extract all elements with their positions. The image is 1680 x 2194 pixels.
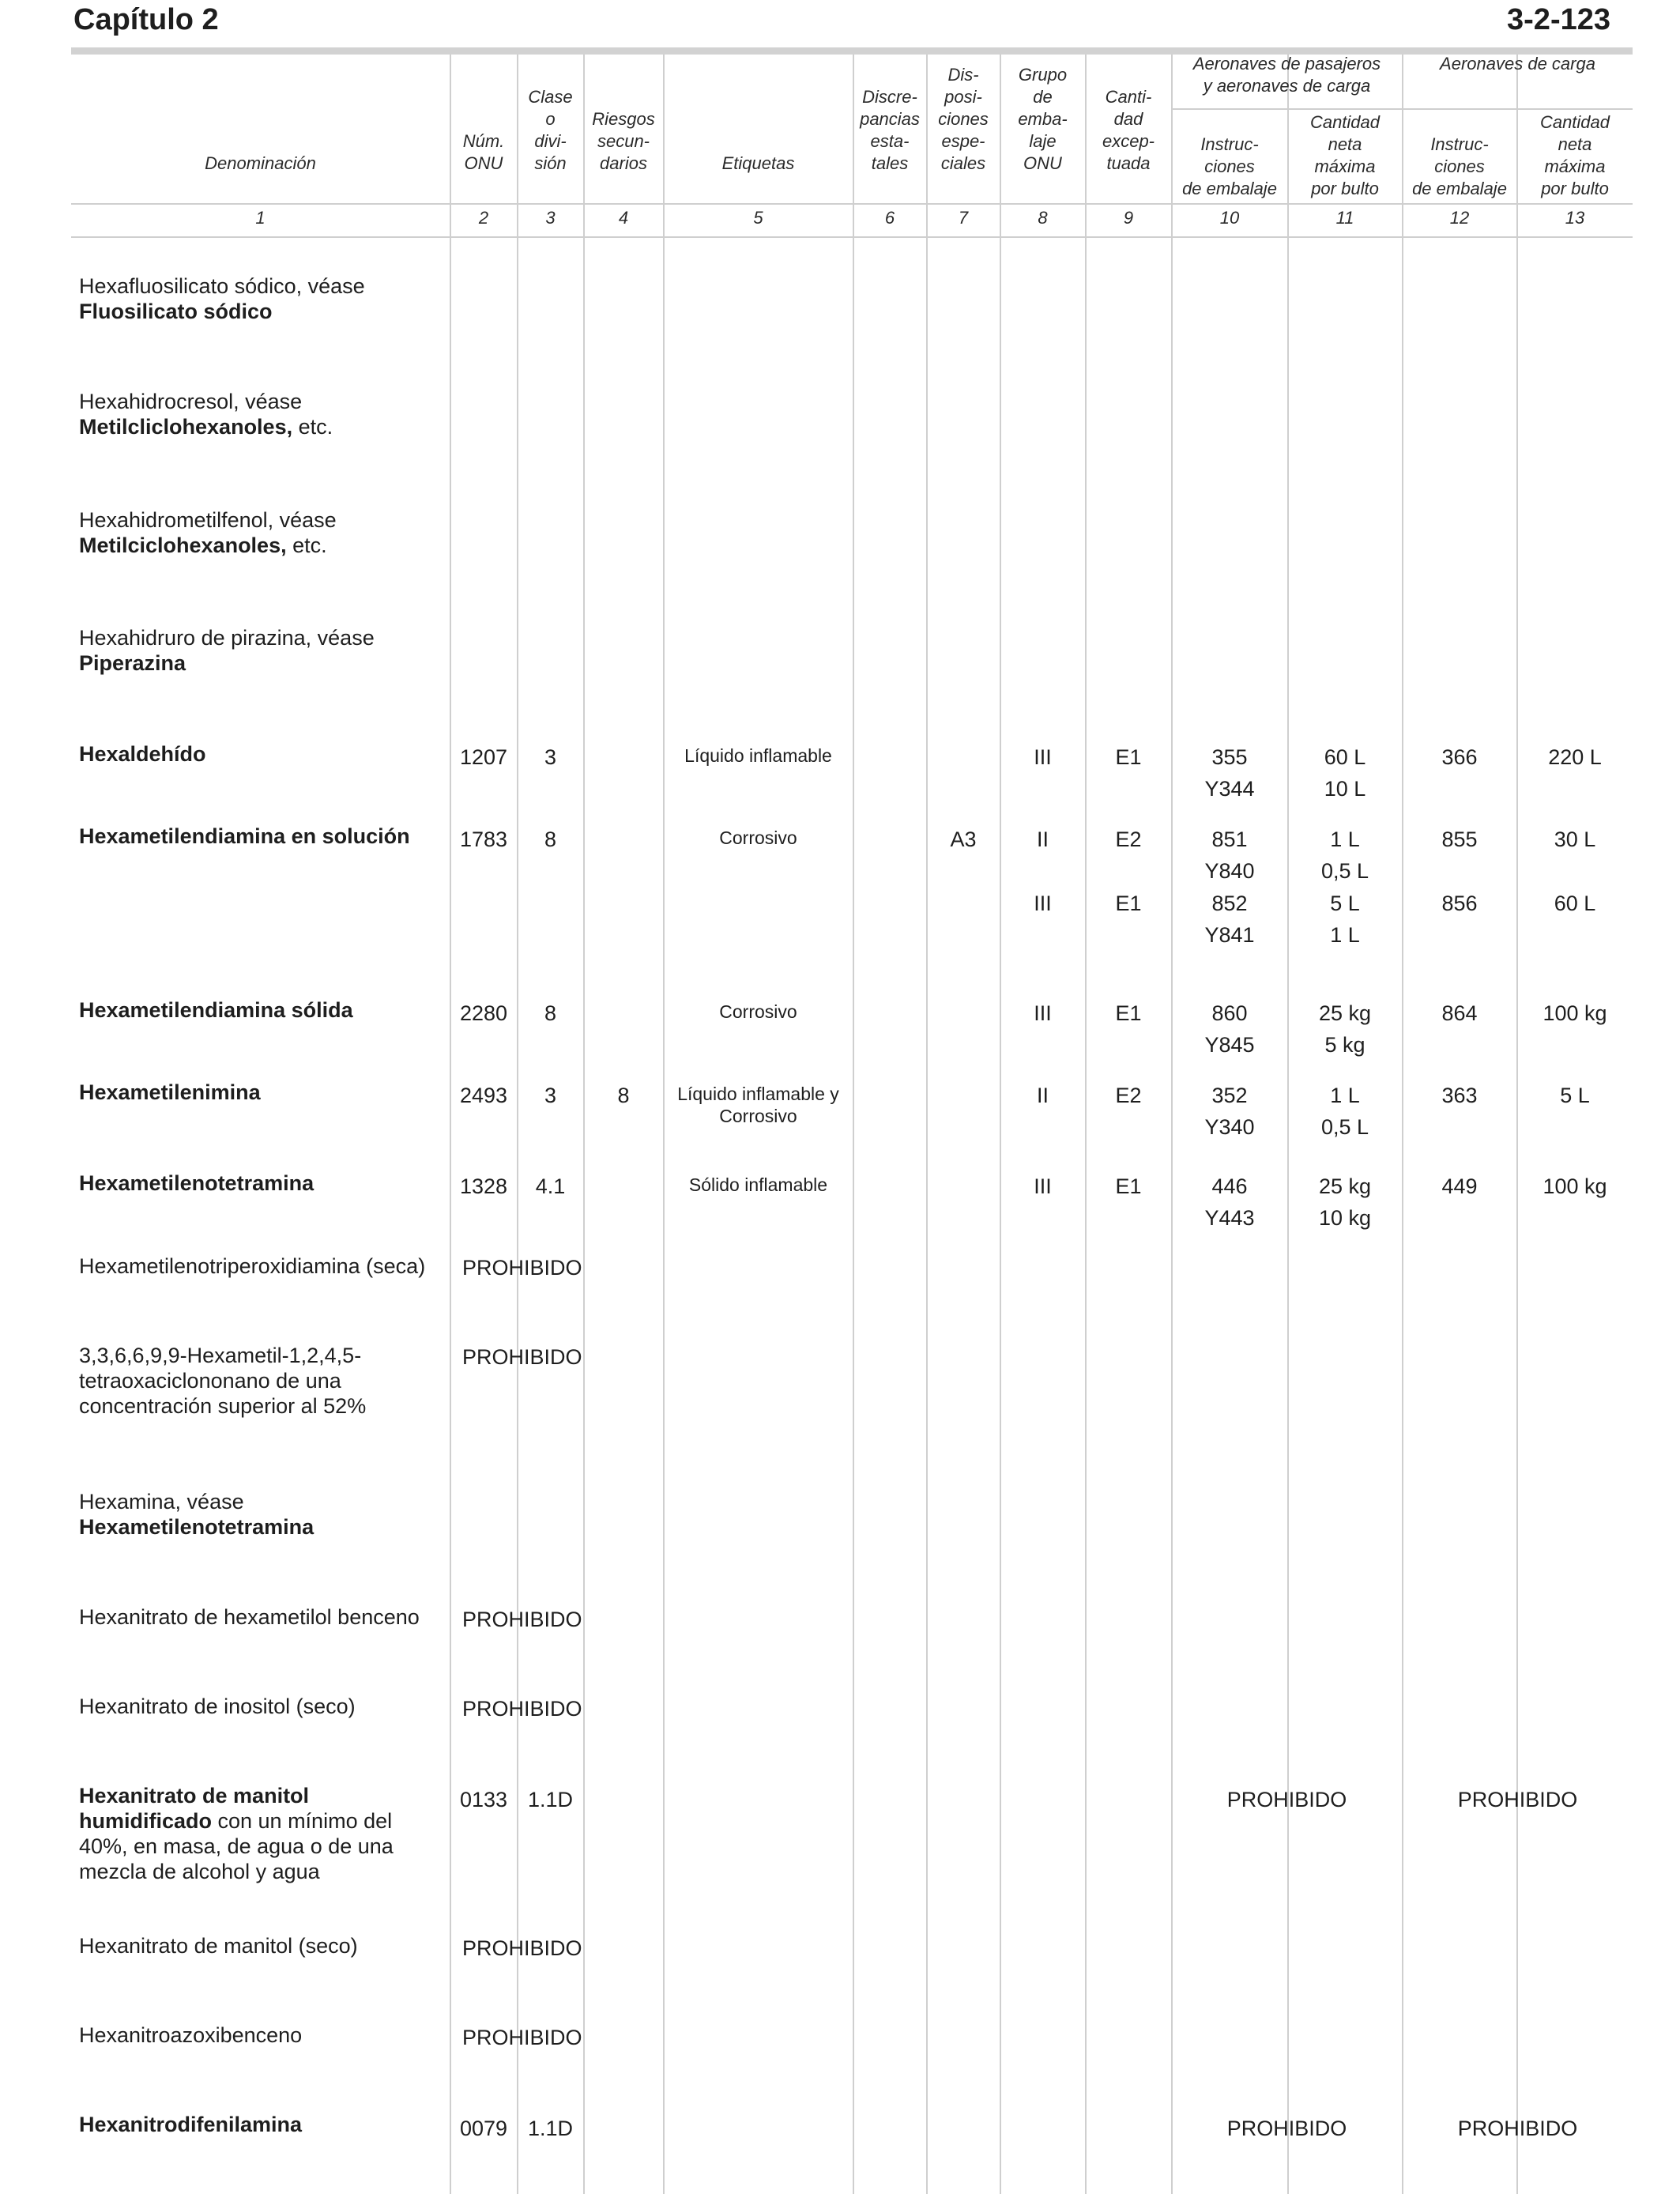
col-header-instrucciones-pax: Instruc- ciones de embalaje [1182,134,1277,198]
header-bottom-rule [71,203,1633,205]
label-text: Líquido inflamable [684,745,832,766]
pax-max-quantity: 60 L 10 L [1324,745,1366,801]
name-text: Hexahidrometilfenol, véase [79,508,337,532]
col-number: 13 [1565,208,1585,228]
un-number: 0079 [459,2117,508,2140]
name-text: Hexahidruro de pirazina, véase [79,626,375,650]
class-division: 3 [544,745,557,769]
label-text: Corrosivo [719,1001,797,1022]
packing-group: II [1036,827,1049,851]
column-divider [517,55,518,2194]
col-header-discrepancias: Discre- pancias esta- tales [860,87,920,173]
un-number: 2493 [459,1084,508,1107]
table-row-name: 3,3,6,6,9,9-Hexametil-1,2,4,5- tetraoxaciclononano de una concentración superior al 52% [79,1344,367,1418]
group-header-rule [1172,108,1633,110]
pax-max-quantity: 5 L 1 L [1330,892,1360,947]
forbidden-status: PROHIBIDO [462,1936,582,1960]
name-suffix: etc. [292,415,333,439]
cargo-packing-instruction: 855 [1441,827,1478,851]
table-row-name: Hexanitrato de inositol (seco) [79,1695,356,1718]
forbidden-status: PROHIBIDO [462,1256,582,1280]
class-division: 1.1D [527,1788,574,1811]
cargo-max-quantity: 220 L [1548,745,1602,769]
name-text: Hexamina, véase [79,1490,244,1514]
name-suffix: etc. [286,533,327,557]
excepted-quantity: E2 [1115,1084,1142,1107]
name-text: Hexafluosilicato sódico, véase [79,274,365,298]
packing-group: III [1034,745,1052,769]
table-row-name: Hexametilenimina [79,1080,261,1104]
table-row-name [79,1783,450,1884]
col-header-cantidad-carga: Cantidad neta máxima por bulto [1539,112,1610,198]
cargo-packing-instruction: 363 [1441,1084,1478,1107]
col-header-disposiciones: Dis- posi- ciones espe- ciales [938,65,989,173]
cargo-packing-instruction: 864 [1441,1001,1478,1025]
column-divider [1516,55,1518,2194]
col-group-carga: Aeronaves de carga [1440,54,1595,74]
col-header-denominacion: Denominación [205,153,316,173]
excepted-quantity: E2 [1115,827,1142,851]
cargo-max-quantity: 30 L [1554,827,1596,851]
pax-status: PROHIBIDO [1226,2117,1347,2140]
forbidden-status: PROHIBIDO [462,1345,582,1369]
table-row-name [79,273,450,324]
table-row-name: Hexanitrato de hexametilol benceno [79,1605,420,1629]
pax-packing-instruction: 852 Y841 [1204,892,1255,947]
col-group-pasajeros: Aeronaves de pasajeros y aeronaves de carga [1192,54,1381,96]
column-divider [1402,55,1403,2194]
pax-max-quantity: 25 kg 10 kg [1318,1174,1372,1230]
col-header-cantidad-pax: Cantidad neta máxima por bulto [1309,112,1381,198]
column-divider [1085,55,1087,2194]
pax-packing-instruction: 860 Y845 [1204,1001,1255,1057]
forbidden-status: PROHIBIDO [462,1608,582,1631]
pax-packing-instruction: 352 Y340 [1204,1084,1255,1139]
col-header-num-onu: Núm. ONU [462,131,505,173]
class-division: 8 [544,827,557,851]
col-number: 3 [545,208,556,228]
label-text: Sólido inflamable [688,1174,828,1195]
packing-group: II [1036,1084,1049,1107]
class-division: 1.1D [527,2117,574,2140]
name-reference: Metilcliclohexanoles, [79,415,293,439]
table-row-name [79,625,450,676]
packing-group: III [1034,1001,1052,1025]
cargo-status: PROHIBIDO [1457,1788,1578,1811]
pax-packing-instruction: 446 Y443 [1204,1174,1255,1230]
un-number: 1207 [459,745,508,769]
col-number: 1 [255,208,266,228]
col-number: 5 [753,208,763,228]
packing-group: III [1034,1174,1052,1198]
label-text: Corrosivo [719,827,797,848]
col-number: 6 [884,208,895,228]
table-row-name: Hexanitrato de manitol (seco) [79,1934,358,1958]
cargo-max-quantity: 60 L [1554,892,1596,915]
un-number: 0133 [459,1788,508,1811]
col-number: 10 [1219,208,1240,228]
forbidden-status: PROHIBIDO [462,2026,582,2049]
cargo-max-quantity: 100 kg [1543,1001,1607,1025]
col-header-cantidad-exceptuada: Canti- dad excep- tuada [1102,87,1155,173]
col-header-etiquetas: Etiquetas [721,153,795,173]
name-suffix: con un mínimo del 40%, en masa, de agua o de una mezcla de alcohol y agua [79,1809,394,1883]
subsidiary-risk: 8 [617,1084,630,1107]
cargo-max-quantity: 5 L [1560,1084,1590,1107]
col-number: 4 [618,208,629,228]
excepted-quantity: E1 [1115,1001,1142,1025]
name-reference: Hexametilenotetramina [79,1515,315,1539]
table-row-name: Hexametilendiamina sólida [79,998,353,1022]
pax-max-quantity: 1 L 0,5 L [1320,827,1369,883]
pax-status: PROHIBIDO [1226,1788,1347,1811]
class-division: 3 [544,1084,557,1107]
name-reference: Metilciclohexanoles, [79,533,287,557]
packing-group: III [1034,892,1052,915]
forbidden-status: PROHIBIDO [462,1697,582,1721]
name-text: Hexahidrocresol, véase [79,390,303,413]
chapter-title: Capítulo 2 [73,3,219,36]
name-reference: Fluosilicato sódico [79,300,273,323]
page-number: 3-2-123 [1507,3,1610,36]
name-bold: Hexanitrato de manitol humidificado [79,1784,310,1833]
table-row-name: Hexanitroazoxibenceno [79,2023,303,2047]
table-row-name [79,507,450,558]
table-row-name: Hexanitrodifenilamina [79,2113,303,2136]
col-number: 9 [1123,208,1134,228]
pax-packing-instruction: 355 Y344 [1204,745,1255,801]
name-reference: Piperazina [79,651,186,675]
table-row-name [79,389,450,439]
col-header-grupo-embalaje: Grupo de emba- laje ONU [1018,65,1068,173]
special-provision: A3 [950,827,977,851]
table-row-name: Hexametilenotetramina [79,1171,315,1195]
cargo-packing-instruction: 856 [1441,892,1478,915]
col-number: 12 [1449,208,1470,228]
col-header-clase: Clase o divi- sión [528,87,573,173]
column-divider [583,55,585,2194]
column-number-rule [71,236,1633,238]
col-number: 7 [958,208,969,228]
table-row-name: Hexametilendiamina en solución [79,824,410,848]
col-header-riesgos: Riesgos secun- darios [592,109,655,173]
cargo-packing-instruction: 449 [1441,1174,1478,1198]
table-row-name [79,1489,450,1540]
column-divider [926,55,928,2194]
col-number: 2 [478,208,489,228]
pax-max-quantity: 25 kg 5 kg [1318,1001,1372,1057]
excepted-quantity: E1 [1115,745,1142,769]
excepted-quantity: E1 [1115,1174,1142,1198]
pax-packing-instruction: 851 Y840 [1204,827,1255,883]
cargo-max-quantity: 100 kg [1543,1174,1607,1198]
class-division: 8 [544,1001,557,1025]
col-number: 11 [1335,208,1354,228]
un-number: 1783 [459,827,508,851]
excepted-quantity: E1 [1115,892,1142,915]
column-divider [853,55,854,2194]
un-number: 2280 [459,1001,508,1025]
table-row-name: Hexaldehído [79,742,206,766]
cargo-packing-instruction: 366 [1441,745,1478,769]
col-header-instrucciones-carga: Instruc- ciones de embalaje [1412,134,1507,198]
label-text: Líquido inflamable y Corrosivo [677,1084,839,1126]
pax-max-quantity: 1 L 0,5 L [1320,1084,1369,1139]
table-row-name: Hexametilenotriperoxidiamina (seca) [79,1254,426,1278]
un-number: 1328 [459,1174,508,1198]
cargo-status: PROHIBIDO [1457,2117,1578,2140]
column-divider [1000,55,1001,2194]
class-division: 4.1 [535,1174,566,1198]
col-number: 8 [1038,208,1048,228]
